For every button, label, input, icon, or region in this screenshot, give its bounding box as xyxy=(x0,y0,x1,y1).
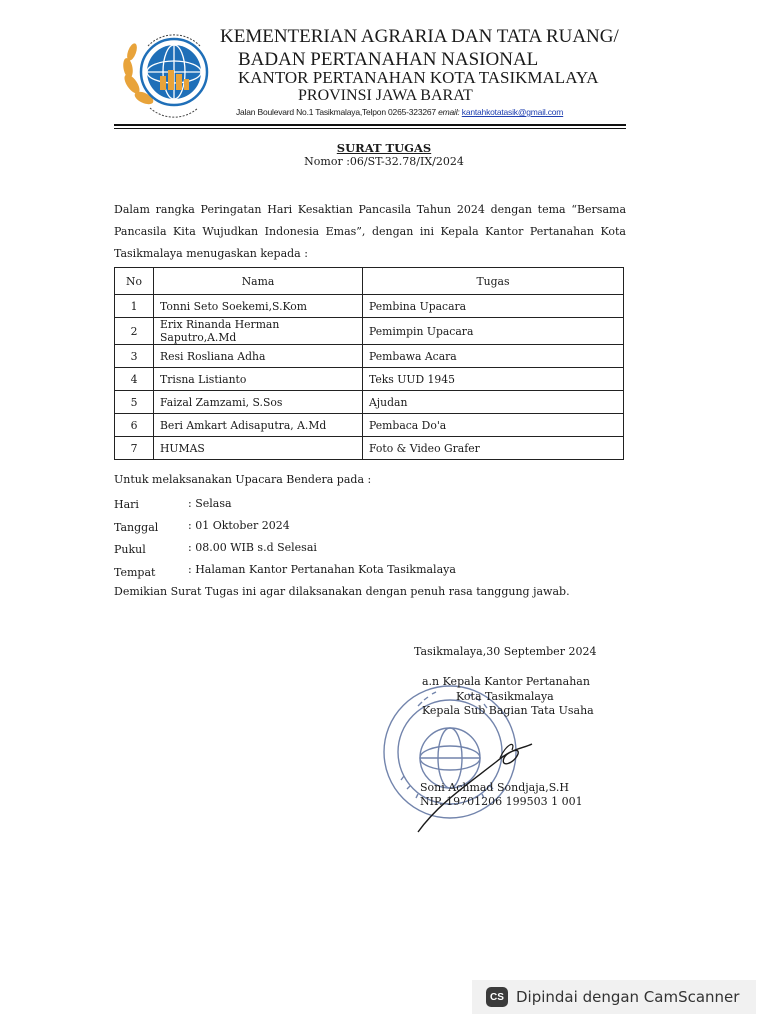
document-title: SURAT TUGAS xyxy=(336,141,432,155)
cell-no: 6 xyxy=(115,414,154,437)
cell-tugas: Foto & Video Grafer xyxy=(363,437,624,460)
cell-tugas: Pembina Upacara xyxy=(363,295,624,318)
details-intro: Untuk melaksanakan Upacara Bendera pada : xyxy=(114,473,372,486)
letterhead-divider-thin xyxy=(114,128,626,129)
cell-nama: HUMAS xyxy=(154,437,363,460)
camscanner-label: Dipindai dengan CamScanner xyxy=(516,988,740,1006)
bpn-emblem-icon xyxy=(120,22,214,118)
letterhead-address xyxy=(236,107,563,117)
header-no: No xyxy=(115,268,154,295)
cell-no: 2 xyxy=(115,318,154,345)
cell-nama: Beri Amkart Adisaputra, A.Md xyxy=(154,414,363,437)
detail-value-tanggal: : 01 Oktober 2024 xyxy=(188,519,290,532)
cell-nama: Erix Rinanda Herman Saputro,A.Md xyxy=(154,318,363,345)
cell-nama: Tonni Seto Soekemi,S.Kom xyxy=(154,295,363,318)
camscanner-watermark xyxy=(472,980,756,1014)
table-header-row xyxy=(115,268,624,295)
detail-value-hari: : Selasa xyxy=(188,497,232,510)
header-tugas: Tugas xyxy=(363,268,624,295)
letterhead-agency: BADAN PERTANAHAN NASIONAL xyxy=(238,49,539,70)
place-date: Tasikmalaya,30 September 2024 xyxy=(414,645,597,658)
detail-label-pukul: Pukul xyxy=(114,543,146,556)
email-link[interactable]: kantahkotatasik@gmail.com xyxy=(461,107,564,117)
detail-label-tempat: Tempat xyxy=(114,566,156,579)
intro-paragraph: Dalam rangka Peringatan Hari Kesaktian Pancasila Tahun 2024 dengan tema “Bersama Pancasila Kita Wujudkan Indonesia Emas”, dengan ini Kepala Kantor Pertanahan Kota Tasikmalaya menugaskan kepada : xyxy=(114,203,626,260)
cell-no: 5 xyxy=(115,391,154,414)
signatory-line-2: Kota Tasikmalaya xyxy=(456,690,554,703)
cell-no: 4 xyxy=(115,368,154,391)
handwritten-signature-icon xyxy=(408,714,538,834)
table-row xyxy=(115,318,624,345)
email-label: email: xyxy=(438,107,460,117)
table-row xyxy=(115,368,624,391)
table-row xyxy=(115,345,624,368)
closing-sentence: Demikian Surat Tugas ini agar dilaksanakan dengan penuh rasa tanggung jawab. xyxy=(114,585,570,598)
signatory-line-1: a.n Kepala Kantor Pertanahan xyxy=(422,675,590,688)
cell-nama: Resi Rosliana Adha xyxy=(154,345,363,368)
table-row xyxy=(115,295,624,318)
cell-no: 1 xyxy=(115,295,154,318)
cell-tugas: Pemimpin Upacara xyxy=(363,318,624,345)
cell-nama: Faizal Zamzami, S.Sos xyxy=(154,391,363,414)
cell-tugas: Pembaca Do'a xyxy=(363,414,624,437)
signatory-line-3: Kepala Sub Bagian Tata Usaha xyxy=(422,704,594,717)
signatory-name: Soni Achmad Sondjaja,S.H xyxy=(420,781,569,794)
cell-tugas: Pembawa Acara xyxy=(363,345,624,368)
cell-no: 7 xyxy=(115,437,154,460)
cell-no: 3 xyxy=(115,345,154,368)
letterhead-office: KANTOR PERTANAHAN KOTA TASIKMALAYA xyxy=(238,68,599,87)
detail-value-pukul: : 08.00 WIB s.d Selesai xyxy=(188,541,317,554)
table-row xyxy=(115,391,624,414)
detail-label-hari: Hari xyxy=(114,498,139,511)
table-row xyxy=(115,414,624,437)
letterhead-ministry: KEMENTERIAN AGRARIA DAN TATA RUANG/ xyxy=(220,26,619,47)
cell-tugas: Teks UUD 1945 xyxy=(363,368,624,391)
assignment-table xyxy=(114,267,624,460)
document-number: Nomor :06/ST-32.78/IX/2024 xyxy=(304,155,464,168)
signatory-nip: NIP. 19701206 199503 1 001 xyxy=(420,795,583,808)
table-row xyxy=(115,437,624,460)
letterhead-divider xyxy=(114,124,626,126)
address-text: Jalan Boulevard No.1 Tasikmalaya,Telpon 0265-323267 xyxy=(236,107,436,117)
camscanner-icon: CS xyxy=(486,987,508,1007)
cell-nama: Trisna Listianto xyxy=(154,368,363,391)
detail-label-tanggal: Tanggal xyxy=(114,521,159,534)
header-nama: Nama xyxy=(154,268,363,295)
cell-tugas: Ajudan xyxy=(363,391,624,414)
detail-value-tempat: : Halaman Kantor Pertanahan Kota Tasikmalaya xyxy=(188,563,456,576)
letterhead-province: PROVINSI JAWA BARAT xyxy=(298,87,473,104)
